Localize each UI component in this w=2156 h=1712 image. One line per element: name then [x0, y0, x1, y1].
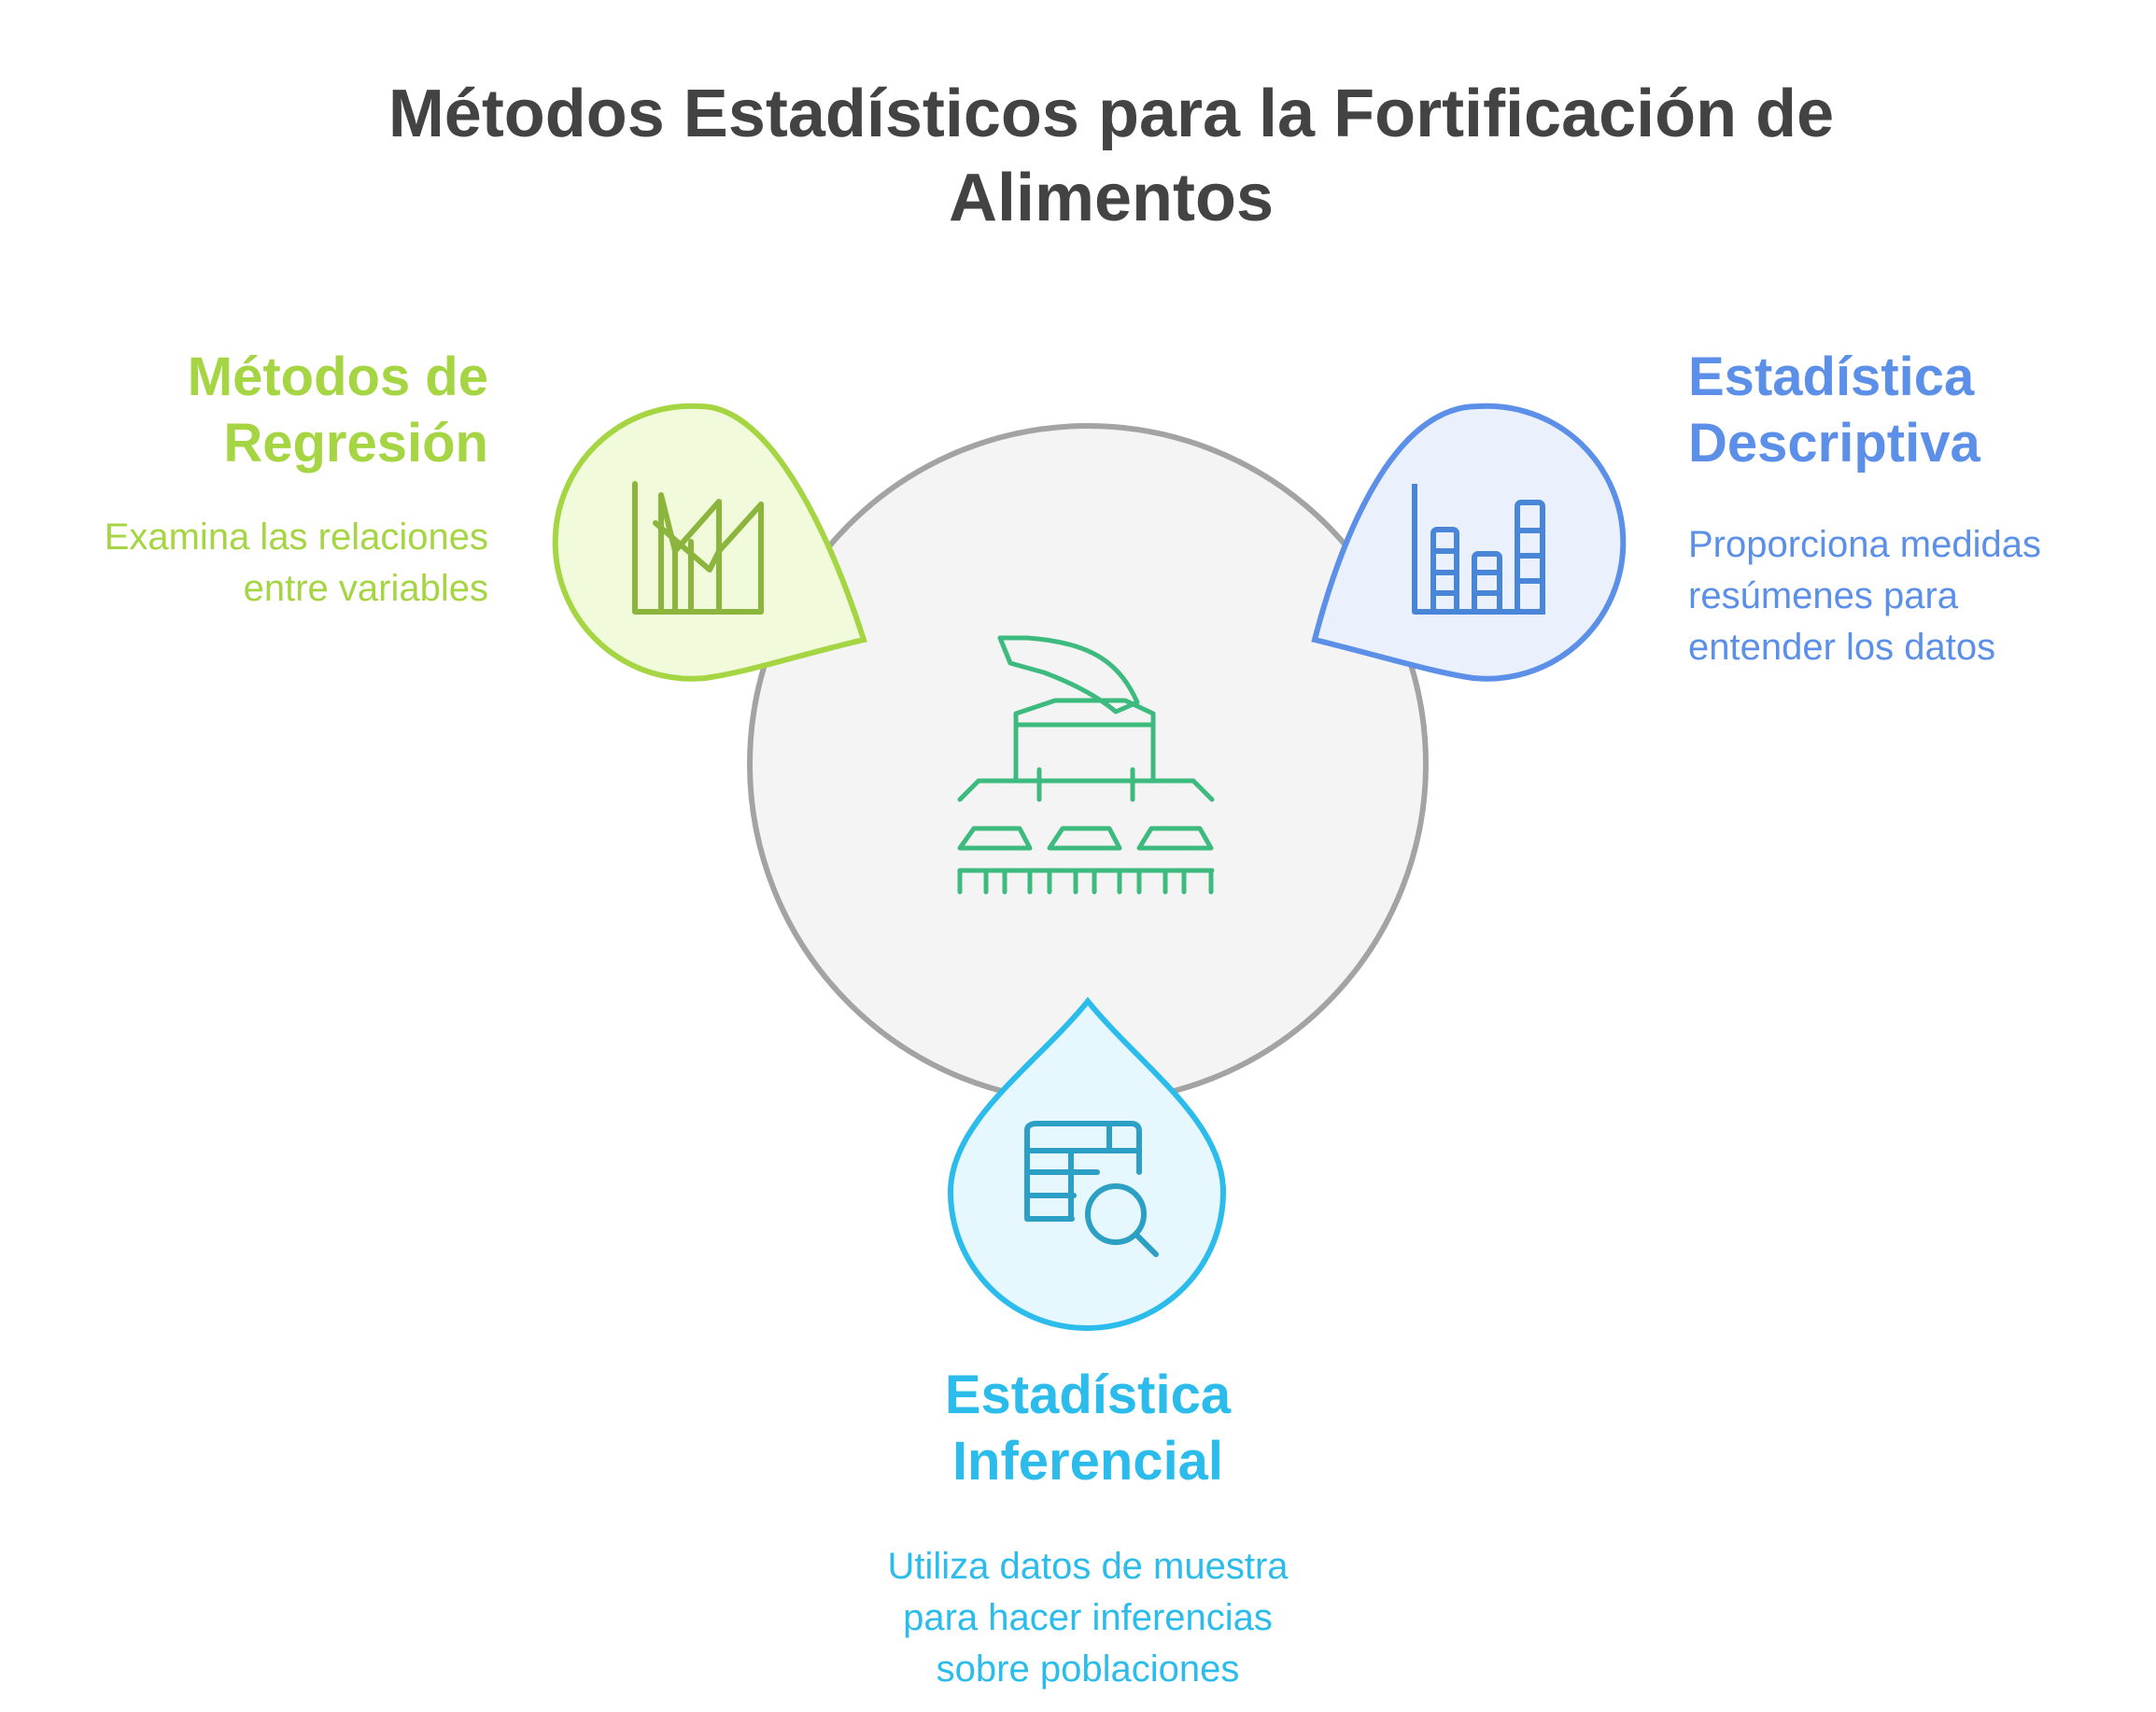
page-title-line-2: Alimentos — [948, 161, 1275, 235]
inferential-heading-line-1: Estadística — [944, 1365, 1232, 1425]
regression-bubble — [556, 406, 864, 679]
inferential-heading-line-2: Inferencial — [951, 1431, 1224, 1492]
descriptive-heading-line-1: Estadística — [1688, 347, 1975, 407]
inferential-description-line-3: sobre poblaciones — [936, 1648, 1240, 1690]
inferential-description-line-1: Utiliza datos de muestra — [887, 1546, 1289, 1587]
regression-description-line-1: Examina las relaciones — [104, 516, 488, 558]
descriptive-description-line-3: entender los datos — [1688, 627, 1996, 668]
regression-heading-line-1: Métodos de — [187, 347, 488, 407]
inferential-description-line-2: para hacer inferencias — [903, 1597, 1273, 1638]
regression-description-line-2: entre variables — [243, 568, 488, 609]
page-title-line-1: Métodos Estadísticos para la Fortificación de — [388, 77, 1835, 151]
regression-heading-line-2: Regresión — [223, 413, 488, 474]
descriptive-description-line-2: resúmenes para — [1688, 575, 1959, 616]
descriptive-description-line-1: Proporciona medidas — [1688, 524, 2041, 565]
descriptive-heading-line-2: Descriptiva — [1688, 413, 1980, 474]
descriptive-bubble — [1315, 406, 1623, 679]
